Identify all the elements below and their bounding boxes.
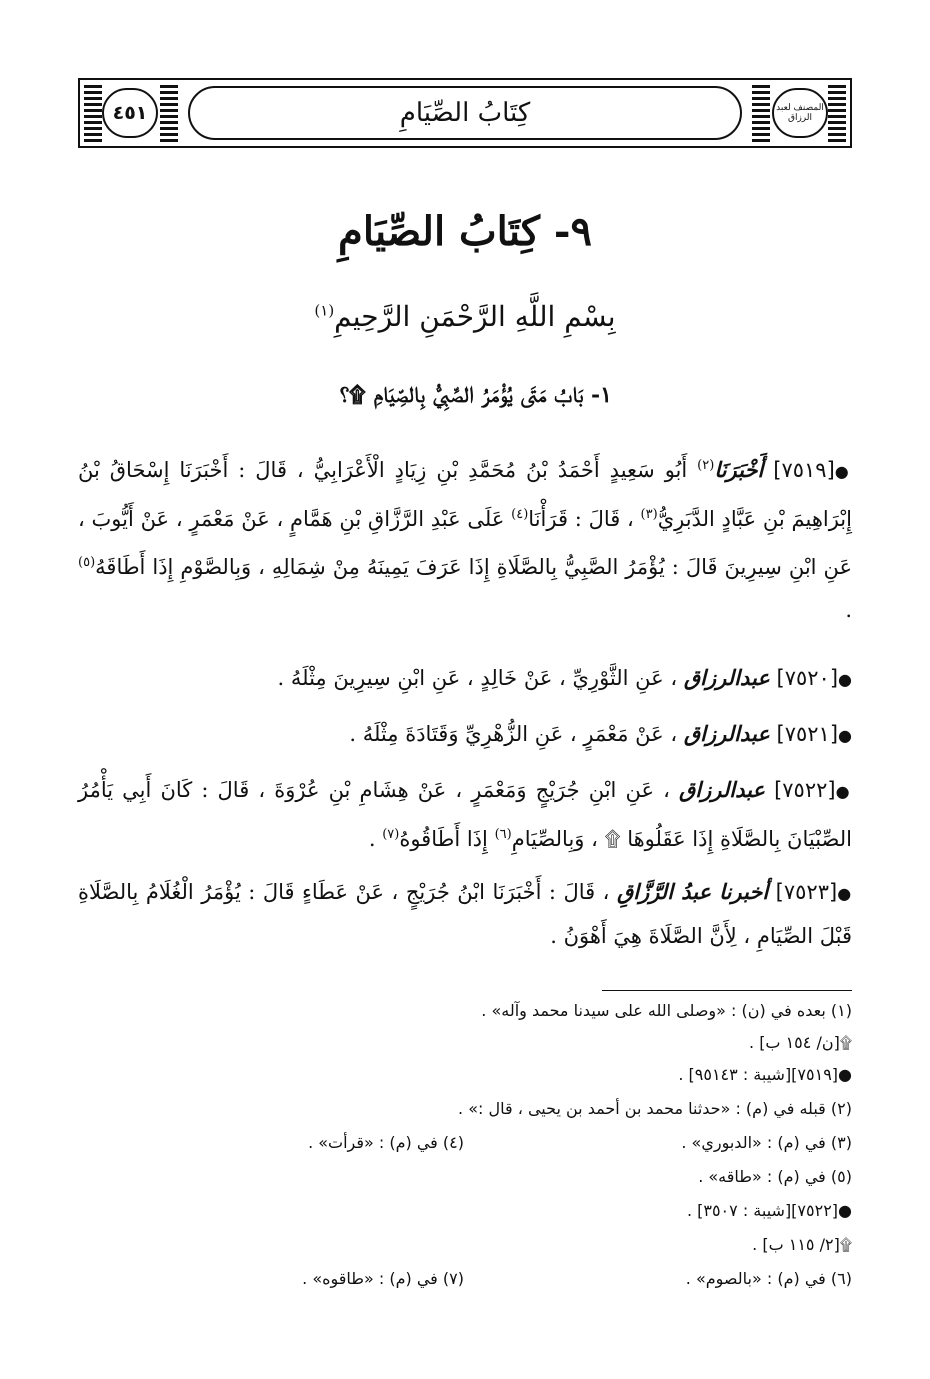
hadith-narrator: عبدالرزاق — [683, 665, 770, 690]
page-number: ٤٥١ — [112, 102, 148, 124]
footnote-ref: (٧) — [382, 827, 400, 842]
hadith-narrator: أخبرنا عبدُ الرَّزَّاقِ — [616, 879, 769, 904]
hadith-text: أَبُو سَعِيدٍ أَحْمَدُ بْنُ مُحَمَّدِ بْنِ زِيَادٍ الْأَعْرَابِيُّ ، قَالَ : أَخْبَرَنَا إِسْحَاقُ بْنُ إِبْرَاهِيمَ بْنِ عَبَّادٍ الدَّبَرِيُّ — [78, 458, 852, 531]
basmala-text: بِسْمِ اللَّهِ الرَّحْمَنِ الرَّحِيمِ — [334, 300, 616, 333]
publisher-logo — [772, 88, 828, 138]
hadith-number: [٧٥٢١] — [776, 722, 839, 746]
footnote-1-reference: ●[٧٥١٩][شيبة : ٩٥١٤٣] . — [678, 1065, 852, 1084]
footnote-6: (٦) في (م) : «بالصوم» . — [685, 1269, 852, 1288]
footnote-ref: (٦) — [494, 827, 512, 842]
ornament-right-outer — [828, 84, 846, 142]
page-header — [78, 78, 852, 148]
running-title-frame — [188, 86, 742, 140]
basmala — [0, 300, 930, 333]
chapter-title: ٩- كِتَابُ الصِّيَامِ — [338, 208, 592, 255]
footnote-ref: (٢) — [697, 458, 715, 473]
footnote-separator — [602, 990, 852, 991]
footnote-row-3-4 — [78, 1132, 852, 1154]
hadith-text: ، عَنِ الثَّوْرِيِّ ، عَنْ خَالِدٍ ، عَنِ ابْنِ سِيرِينَ مِثْلَهُ . — [277, 666, 678, 690]
footnote-3: (٣) في (م) : «الدبوري» . — [681, 1133, 852, 1152]
running-title: كِتَابُ الصِّيَامِ — [399, 98, 531, 128]
hadith-text: ، عَنِ ابْنِ جُرَيْجٍ وَمَعْمَرٍ ، عَنْ هِشَامِ بْنِ عُرْوَةَ ، قَالَ : كَانَ أَبِي يَأْمُرُ الصِّبْيَانَ بِالصَّلَاةِ إِذَا عَقَلُوهَا ۩ ، وَبِالصِّيَامِ — [78, 778, 852, 851]
hadith-narrator: عبدالرزاق — [678, 777, 765, 802]
hadith-end: . — [368, 827, 376, 851]
hadith-number: [٧٥٢٣] — [775, 880, 838, 904]
hadith-narrator: أَخْبَرَنَا — [714, 457, 764, 482]
footnote-ref: (٥) — [78, 555, 96, 570]
bullet-icon: ● — [837, 884, 852, 903]
footnote-5: (٥) في (م) : «طاقه» . — [698, 1167, 852, 1186]
hadith-narrator: عبدالرزاق — [683, 721, 770, 746]
bullet-icon: ● — [835, 782, 852, 801]
logo-text: المصنف لعبد الرزاق — [776, 103, 824, 123]
ornament-right-inner — [752, 84, 770, 142]
hadith-text: ، قَالَ : قَرَأْنَا — [528, 507, 634, 531]
hadith-text: ، قَالَ : أَخْبَرَنَا ابْنُ جُرَيْجٍ ، عَنْ عَطَاءٍ قَالَ : يُؤْمَرُ الْغُلَامُ بِالصَّلَاةِ قَبْلَ الصِّيَامِ ، لِأَنَّ الصَّلَاةَ هِيَ أَهْوَنُ . — [78, 880, 852, 948]
hadith-number: [٧٥٢٠] — [776, 666, 839, 690]
footnote-1: (١) بعده في (ن) : «وصلى الله على سيدنا محمد وآله» . — [481, 1001, 852, 1020]
footnote-ref: (٤) — [511, 507, 529, 522]
hadith-7520 — [78, 656, 852, 701]
footnote-5-reference: ●[٧٥٢٢][شيبة : ٣٥٠٧] . — [686, 1201, 852, 1220]
hadith-text: إِذَا أَطَاقُوهُ — [399, 827, 488, 851]
footnote-2: (٢) قبله في (م) : «حدثنا محمد بن أحمد بن يحيى ، قال :» . — [458, 1099, 852, 1118]
hadith-end: . — [845, 598, 852, 622]
bullet-icon: ● — [838, 726, 852, 745]
ornament-left-outer — [84, 84, 102, 142]
bullet-icon: ● — [838, 670, 852, 689]
ornament-left-inner — [160, 84, 178, 142]
footnote-ref: (٣) — [640, 507, 658, 522]
footnote-row-6-7 — [78, 1268, 852, 1290]
hadith-7521 — [78, 712, 852, 757]
footnote-7: (٧) في (م) : «طاقوه» . — [302, 1269, 464, 1288]
hadith-7523 — [78, 870, 852, 958]
hadith-text: عَلَى عَبْدِ الرَّزَّاقِ بْنِ هَمَّامٍ ، عَنْ مَعْمَرٍ ، عَنْ أَيُّوبَ ، عَنِ ابْنِ سِيرِينَ قَالَ : يُؤْمَرُ الصَّبِيُّ بِالصَّلَاةِ إِذَا عَرَفَ يَمِينَهُ مِنْ شِمَالِهِ ، وَبِالصَّوْمِ إِذَا أَطَاقَهُ — [78, 507, 852, 579]
basmala-footnote-ref: (١) — [314, 301, 335, 320]
hadith-number: [٧٥١٩] — [773, 458, 835, 482]
bab-title: ١- بَابُ مَتَى يُؤْمَرُ الصَّبِيُّ بِالصِّيَامِ ۩؟ — [339, 382, 612, 408]
footnote-1-folio: ۩[ن/ ١٥٤ ب] . — [749, 1033, 852, 1052]
hadith-number: [٧٥٢٢] — [774, 778, 836, 802]
hadith-7519 — [78, 444, 852, 632]
hadith-7522 — [78, 768, 852, 861]
hadith-text: ، عَنْ مَعْمَرٍ ، عَنِ الزُّهْرِيِّ وَقَتَادَةَ مِثْلَهُ . — [349, 722, 678, 746]
page-number-medallion — [102, 88, 158, 138]
footnote-5-folio: ۩[٢/ ١١٥ ب] . — [752, 1235, 852, 1254]
footnote-4: (٤) في (م) : «قرأت» . — [308, 1133, 464, 1152]
bullet-icon: ● — [834, 462, 852, 481]
